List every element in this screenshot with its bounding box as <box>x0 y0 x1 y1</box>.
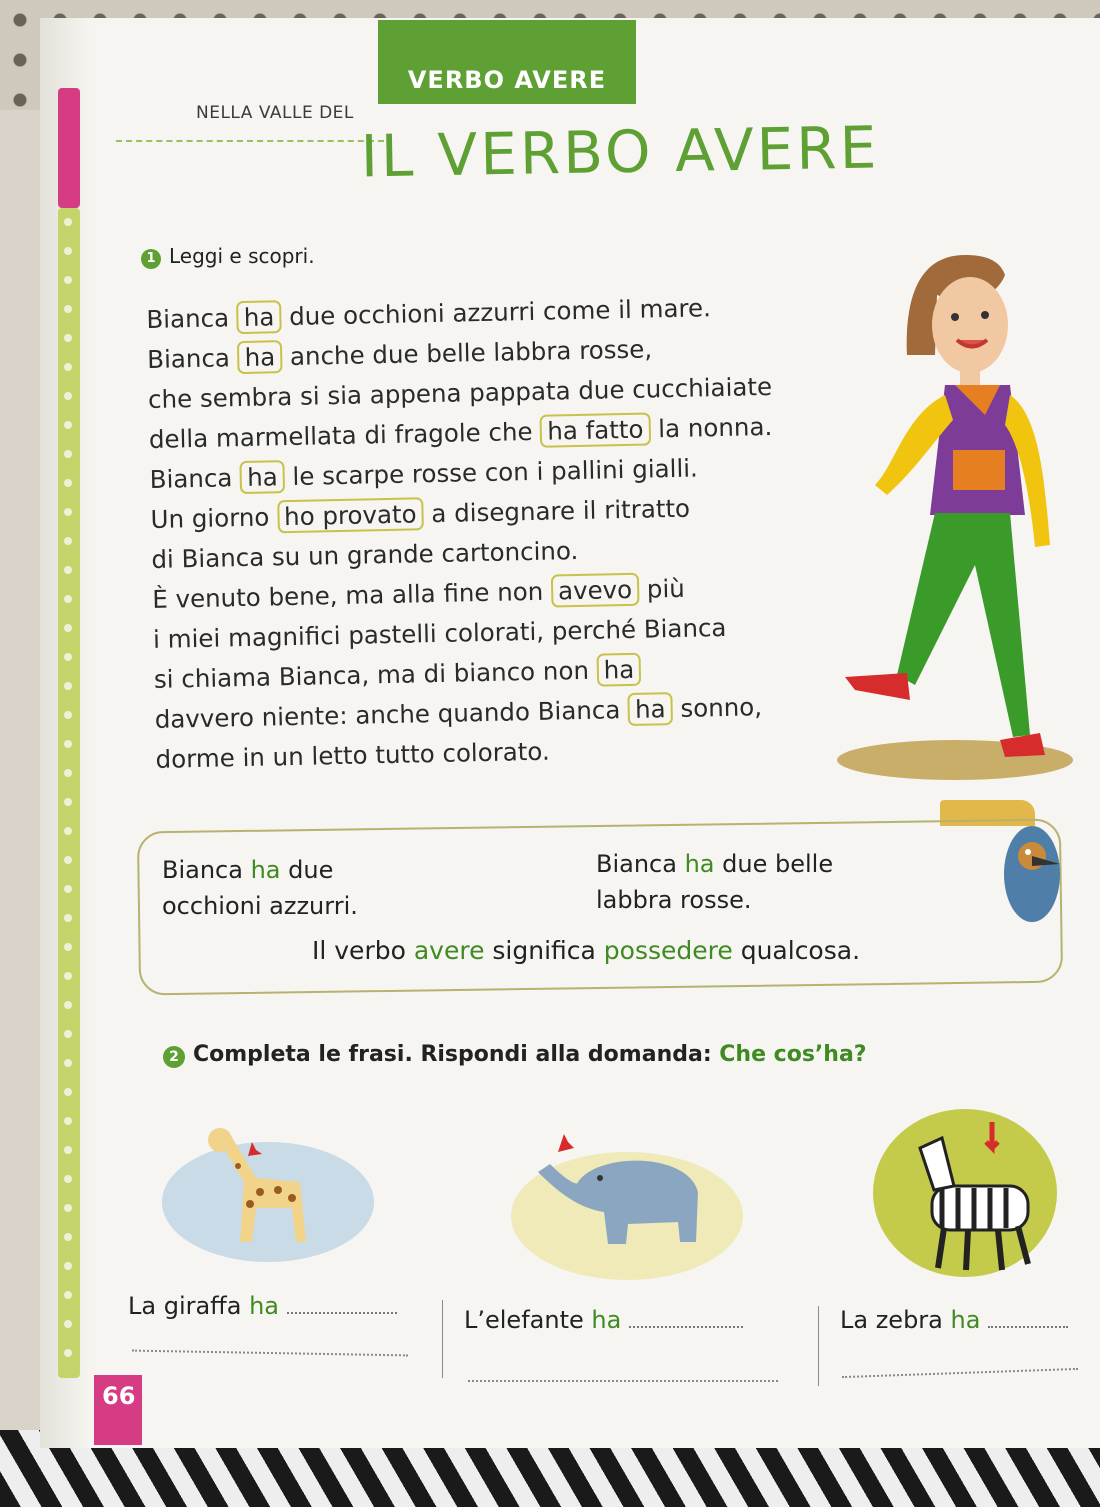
info-left-text-b: due <box>280 856 334 884</box>
rule-keyword: possedere <box>603 936 733 965</box>
info-right-verb: ha <box>684 850 715 878</box>
giraffe-subject: La giraffa <box>128 1292 250 1320</box>
story-text-segment: dorme in un letto tutto colorato. <box>155 736 551 774</box>
band-dot <box>64 595 72 603</box>
band-dot <box>64 1262 72 1270</box>
rule-text-c: qualcosa. <box>732 936 861 965</box>
band-dot <box>64 653 72 661</box>
answer-blank-zebra[interactable] <box>988 1325 1068 1328</box>
elephant-illustration <box>508 1112 746 1282</box>
info-right-text-a: Bianca <box>596 850 685 878</box>
column-divider <box>442 1300 443 1378</box>
margin-pink-band <box>58 88 80 208</box>
exercise-number: 1 <box>141 249 161 269</box>
story-text-segment: Bianca <box>149 463 241 494</box>
answer-blank-elephant[interactable] <box>629 1325 743 1328</box>
band-dot <box>64 1233 72 1241</box>
band-dot <box>64 363 72 371</box>
story-text-segment: a disegnare il ritratto <box>423 493 691 529</box>
band-dot <box>64 450 72 458</box>
zebra-subject: La zebra <box>840 1306 951 1334</box>
band-dot <box>64 827 72 835</box>
band-dot <box>64 537 72 545</box>
band-dot <box>64 1146 72 1154</box>
exercise-2-instruction <box>163 1042 867 1068</box>
band-dot <box>64 305 72 313</box>
story-text-segment: si chiama Bianca, ma di bianco non <box>153 655 598 694</box>
rule-verb: avere <box>413 936 485 965</box>
section-prefix: NELLA VALLE DEL <box>196 103 354 123</box>
highlighted-verb: ha <box>596 653 641 687</box>
story-text-segment: sonno, <box>672 692 763 724</box>
info-left-text-a: Bianca <box>162 856 251 884</box>
band-dot <box>64 334 72 342</box>
band-dot <box>64 624 72 632</box>
band-dot <box>64 1175 72 1183</box>
page-title: IL VERBO AVERE <box>360 113 880 191</box>
sentence-giraffe <box>128 1292 397 1320</box>
band-dot <box>64 566 72 574</box>
rule-text-a: Il verbo <box>312 936 414 965</box>
info-left-verb: ha <box>250 856 281 884</box>
band-dot <box>64 711 72 719</box>
exercise-1-instruction <box>141 244 315 269</box>
story-text <box>146 285 856 780</box>
band-dot <box>64 508 72 516</box>
highlighted-verb: ho provato <box>277 497 424 533</box>
info-example-right <box>596 846 833 918</box>
band-dot <box>64 392 72 400</box>
band-dot <box>64 1291 72 1299</box>
giraffe-verb: ha <box>249 1292 279 1320</box>
highlighted-verb: avevo <box>551 573 640 608</box>
story-text-segment: la nonna. <box>650 411 773 444</box>
info-right-text-b: due belle <box>714 850 834 878</box>
band-dot <box>64 769 72 777</box>
answer-line-elephant[interactable] <box>468 1380 778 1382</box>
section-tab-label: VERBO AVERE <box>407 66 607 94</box>
story-text-segment: della marmellata di fragole che <box>148 416 541 454</box>
column-divider <box>818 1306 819 1386</box>
band-dot <box>64 682 72 690</box>
section-tab <box>378 20 636 104</box>
highlighted-verb: ha <box>628 692 673 726</box>
girl-illustration <box>835 245 1085 785</box>
sentence-elephant <box>464 1306 743 1334</box>
info-right-line2: labbra rosse. <box>596 886 752 914</box>
band-dot <box>64 914 72 922</box>
band-dot <box>64 1059 72 1067</box>
story-text-segment: i miei magnifici pastelli colorati, perché Bianca <box>152 612 727 654</box>
band-dot <box>64 740 72 748</box>
sentence-zebra <box>840 1306 1068 1334</box>
page-number: 66 <box>102 1382 136 1410</box>
band-dot <box>64 1117 72 1125</box>
info-left-line2: occhioni azzurri. <box>162 892 358 920</box>
highlighted-verb: ha fatto <box>540 412 651 447</box>
band-dot <box>64 798 72 806</box>
band-dot <box>64 421 72 429</box>
band-dot <box>64 972 72 980</box>
elephant-verb: ha <box>591 1306 622 1334</box>
story-text-segment: due occhioni azzurri come il mare. <box>281 293 712 332</box>
zebra-verb: ha <box>950 1306 981 1334</box>
instruction-text: Leggi e scopri. <box>169 244 315 268</box>
instruction-text: Completa le frasi. Rispondi alla domanda: <box>193 1042 720 1067</box>
zebra-illustration <box>872 1108 1058 1278</box>
exercise-number: 2 <box>163 1046 185 1068</box>
story-text-segment: anche due belle labbra rosse, <box>281 334 653 372</box>
answer-blank-giraffe[interactable] <box>287 1311 397 1314</box>
band-dot <box>64 885 72 893</box>
highlighted-verb: ha <box>240 460 285 494</box>
giraffe-illustration <box>160 1112 376 1264</box>
band-dot <box>64 218 72 226</box>
story-text-segment: Bianca <box>146 303 238 334</box>
story-text-segment: di Bianca su un grande cartoncino. <box>151 536 579 574</box>
story-text-segment: Un giorno <box>150 502 278 534</box>
band-dot <box>64 1001 72 1009</box>
info-example-left <box>162 852 358 924</box>
band-dot <box>64 1349 72 1357</box>
rule-text-b: significa <box>484 936 604 965</box>
band-dot <box>64 479 72 487</box>
story-text-segment: È venuto bene, ma alla fine non <box>151 576 552 614</box>
story-text-segment: che sembra si sia appena pappata due cucchiaiate <box>147 371 773 414</box>
band-dot <box>64 1204 72 1212</box>
story-text-segment: più <box>638 573 686 604</box>
band-dot <box>64 856 72 864</box>
highlighted-verb: ha <box>237 340 282 374</box>
margin-green-band <box>58 208 80 1378</box>
question-text: Che cos’ha? <box>719 1042 867 1067</box>
story-text-segment: davvero niente: anche quando Bianca <box>154 694 629 734</box>
band-dot <box>64 1030 72 1038</box>
band-dot <box>64 943 72 951</box>
bird-mascot-icon <box>1002 822 1062 926</box>
elephant-subject: L’elefante <box>464 1306 592 1334</box>
band-dot <box>64 1320 72 1328</box>
info-rule <box>312 936 860 965</box>
band-dot <box>64 1088 72 1096</box>
highlighted-verb: ha <box>236 300 281 334</box>
band-dot <box>64 247 72 255</box>
story-text-segment: Bianca <box>146 343 238 374</box>
story-text-segment: le scarpe rosse con i pallini gialli. <box>284 453 699 492</box>
band-dot <box>64 276 72 284</box>
